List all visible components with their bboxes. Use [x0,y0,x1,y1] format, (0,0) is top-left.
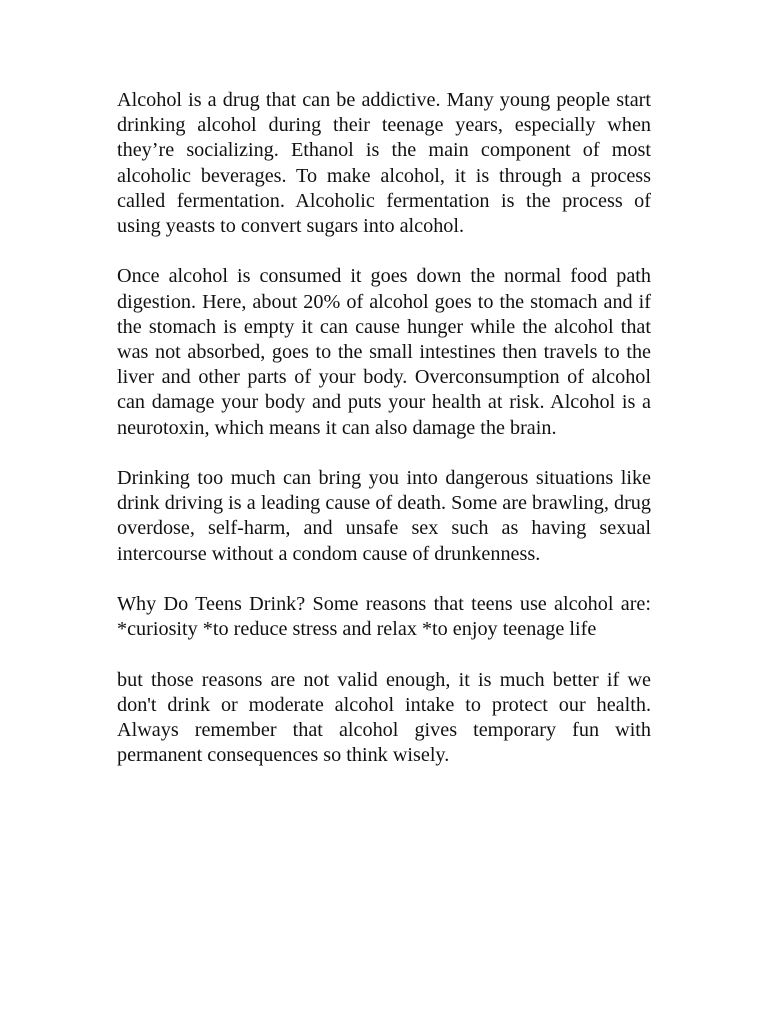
paragraph-alcohol-intro: Alcohol is a drug that can be addictive. Many young people start drinking alcohol during their teenage years, especially when they’re socializing. Ethanol is the main component of most alcoholic beverages. To make alcohol, it is through a process called fermentation. Alcoholic fermentation is the process of using yeasts to convert sugars into alcohol. [117,89,651,238]
paragraph-dangerous-situations: Drinking too much can bring you into dangerous situations like drink driving is a leading cause of death. Some are brawling, drug overdose, self-harm, and unsafe sex such as having sexual intercourse without a condom cause of drunkenness. [117,467,651,565]
paragraph-alcohol-digestion: Once alcohol is consumed it goes down the normal food path digestion. Here, about 20% of alcohol goes to the stomach and if the stomach is empty it can cause hunger while the alcohol that was not absorbed, goes to the small intestines then travels to the liver and other parts of your body. Overconsumption of alcohol can damage your body and puts your health at risk. Alcohol is a neurotoxin, which means it can also damage the brain. [117,265,651,439]
paragraph-conclusion: but those reasons are not valid enough, it is much better if we don't drink or moderate alcohol intake to protect our health. Always remember that alcohol gives temporary fun with permanent consequences so think wisely. [117,668,651,767]
paragraph-why-teens-drink: Why Do Teens Drink? Some reasons that teens use alcohol are: *curiosity *to reduce stress and relax *to enjoy teenage life [117,593,651,641]
document-page [117,88,651,794]
